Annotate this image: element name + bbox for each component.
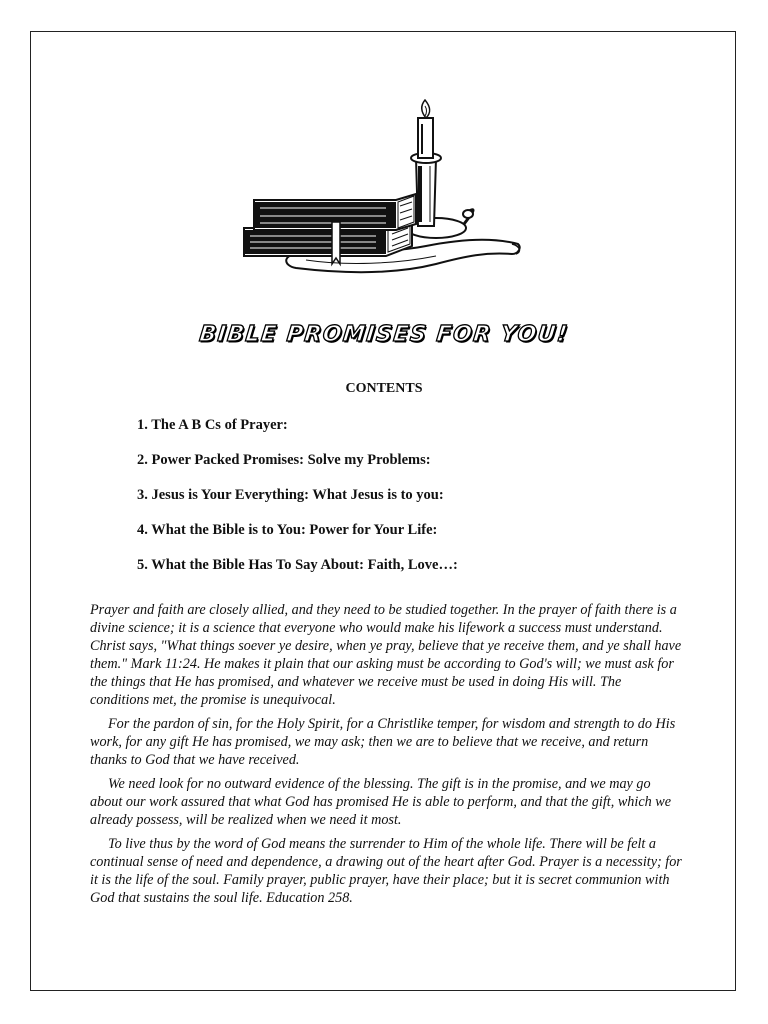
paragraph: For the pardon of sin, for the Holy Spirit, for a Christlike temper, for wisdom and strength to do His work, for any gift He has promised, we may ask; then we are to believe that we receive, and return thanks to God that we have received. [90,716,676,768]
paragraph: We need look for no outward evidence of the blessing. The gift is in the promise, and we may go about our work assured that what God has promised He is able to perform, and that the gift, which we already possess, will be realized when we need it most. [90,776,672,828]
books-and-candle-icon [236,96,526,281]
toc-item: 1. The A B Cs of Prayer: [137,417,288,433]
toc-item: 3. Jesus is Your Everything: What Jesus is to you: [137,487,444,503]
toc-item: 2. Power Packed Promises: Solve my Problems: [137,452,431,468]
toc-item: 4. What the Bible is to You: Power for Your Life: [137,522,438,538]
contents-heading: CONTENTS [345,381,423,396]
paragraph: Prayer and faith are closely allied, and they need to be studied together. In the prayer of faith there is a divine science; it is a science that everyone who would make his lifework a success must understand. Christ says, "What things soever ye desire, when ye pray, believe that ye receive them, and ye shall have them." Mark 11:24. He makes it plain that our asking must be according to God's will; we must ask for the things that He has promised, and whatever we receive must be used in doing His will. The conditions met, the promise is unequivocal. [90,602,682,708]
table-of-contents [137,416,697,591]
body-text [90,601,682,913]
toc-item: 5. What the Bible Has To Say About: Faith, Love…: [137,557,458,573]
paragraph: To live thus by the word of God means the surrender to Him of the whole life. There will be felt a continual sense of need and dependence, a drawing out of the heart after God. Prayer is a necessity; for it is the life of the soul. Family prayer, public prayer, have their place; but it is secret communion with God that sustains the soul life. Education 258. [90,836,682,906]
page-title: BIBLE PROMISES FOR YOU! [198,322,570,347]
